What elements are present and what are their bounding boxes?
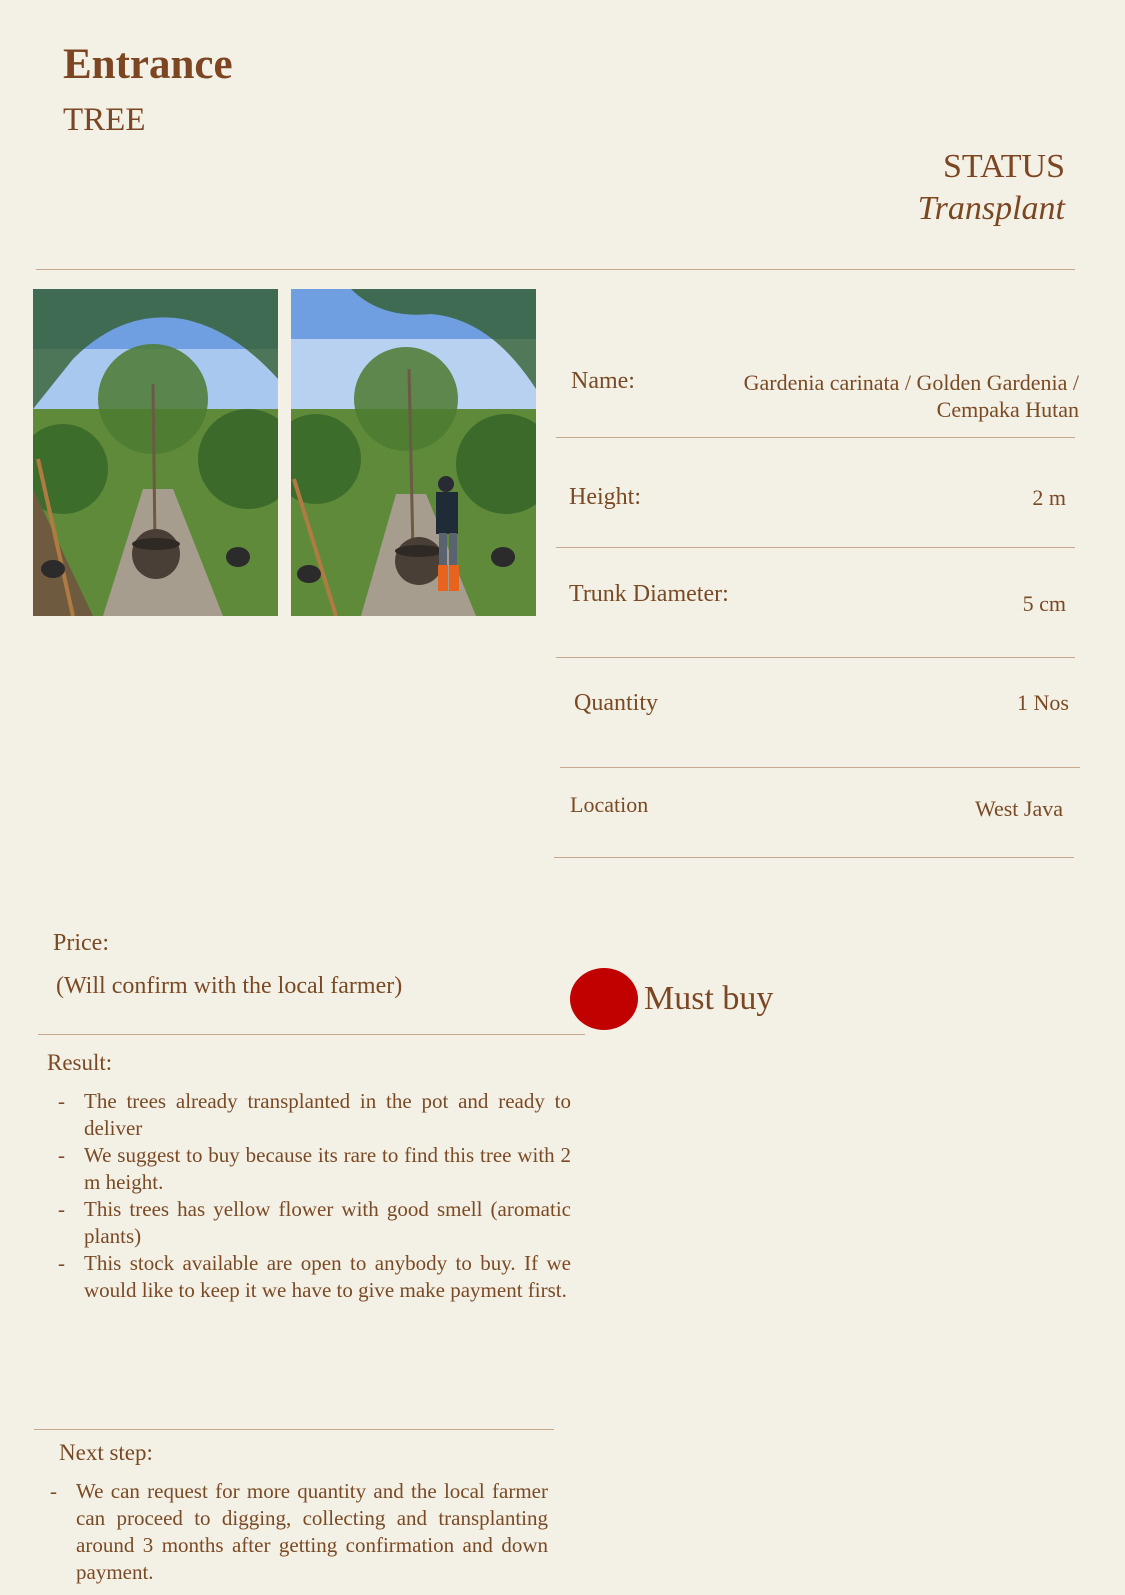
location-value: West Java	[974, 796, 1063, 821]
price-label: Price:	[53, 930, 109, 956]
list-item: - The trees already transplanted in the pot and ready to deliver	[48, 1088, 571, 1142]
verdict-text: Must buy	[644, 980, 774, 1017]
price-value: (Will confirm with the local farmer)	[56, 973, 403, 999]
status-value: Transplant	[917, 190, 1065, 227]
spec-divider	[556, 547, 1075, 548]
name-label: Name:	[571, 368, 635, 394]
height-label: Height:	[569, 484, 641, 510]
name-value: Gardenia carinata / Golden Gardenia / Cempaka Hutan	[743, 370, 1079, 422]
quantity-value: 1 Nos	[1017, 690, 1069, 715]
tree-photo-icon	[33, 289, 278, 616]
list-item: - We suggest to buy because its rare to find this tree with 2 m height.	[48, 1142, 571, 1196]
list-item: - We can request for more quantity and the local farmer can proceed to digging, collecting and transplanting around 3 months after getting confirmation and down payment.	[40, 1478, 548, 1586]
list-item: - This stock available are open to anybody to buy. If we would like to keep it we have to give make payment first.	[48, 1250, 571, 1304]
spec-divider	[554, 857, 1074, 858]
result-label: Result:	[47, 1050, 113, 1075]
price-divider	[38, 1034, 585, 1035]
trunk-diameter-label: Trunk Diameter:	[569, 581, 729, 607]
next-step-list	[40, 1478, 548, 1586]
next-step-label: Next step:	[59, 1440, 153, 1465]
header-divider	[36, 269, 1075, 270]
height-value: 2 m	[1032, 485, 1066, 510]
quantity-label: Quantity	[574, 690, 658, 716]
tree-with-person-photo-icon	[291, 289, 536, 616]
tree-photo-1	[33, 289, 278, 616]
trunk-diameter-value: 5 cm	[1022, 591, 1066, 616]
page-title: Entrance	[63, 41, 233, 88]
tree-photo-2	[291, 289, 536, 616]
status-label: STATUS	[943, 148, 1065, 185]
page-subtitle: TREE	[63, 102, 146, 138]
location-label: Location	[570, 792, 649, 817]
next-step-divider	[34, 1429, 554, 1430]
spec-divider	[560, 767, 1080, 768]
result-list	[48, 1088, 571, 1304]
spec-divider	[556, 437, 1075, 438]
list-item: - This trees has yellow flower with good smell (aromatic plants)	[48, 1196, 571, 1250]
verdict-indicator	[570, 968, 638, 1030]
spec-divider	[556, 657, 1075, 658]
